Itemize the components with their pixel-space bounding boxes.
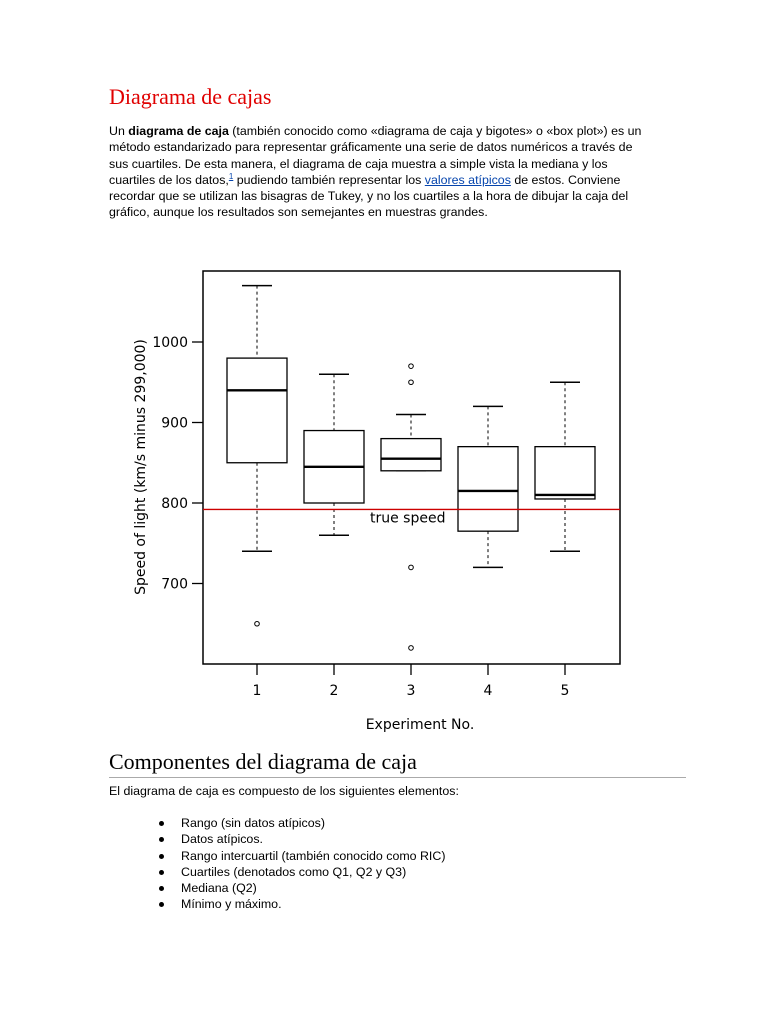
list-item: Mediana (Q2) (157, 880, 445, 896)
x-axis-label: Experiment No. (365, 717, 475, 733)
list-item: Rango intercuartil (también conocido como RIC) (157, 848, 445, 864)
section-heading: Componentes del diagrama de caja (109, 749, 686, 778)
boxplot-chart (120, 262, 640, 742)
outlier-point (409, 565, 414, 570)
outliers-link[interactable]: valores atípicos (424, 172, 511, 187)
outlier-point (255, 621, 260, 626)
outlier-point (409, 380, 414, 385)
intro-paragraph (109, 123, 649, 221)
box (458, 447, 518, 532)
list-item: Cuartiles (denotados como Q1, Q2 y Q3) (157, 864, 445, 880)
list-item: Datos atípicos. (157, 831, 445, 847)
reference-link[interactable]: 1 (228, 171, 234, 181)
y-tick-label: 900 (161, 415, 188, 432)
intro-text-4: de estos. Conviene recordar que se utilizan las bisagras de Tukey, y no los cuartiles a la hora de dibujar la caja del gráfico, aunque los resultados son semejantes en muestras grandes. (109, 172, 629, 220)
x-tick-label: 1 (252, 683, 262, 699)
x-tick-label: 4 (483, 683, 493, 699)
true-speed-label: true speed (370, 510, 446, 527)
y-tick-label: 700 (161, 576, 188, 593)
y-tick-label: 1000 (152, 335, 188, 351)
list-item: Mínimo y máximo. (157, 896, 445, 912)
x-tick-label: 2 (329, 683, 339, 699)
intro-bold-term: diagrama de caja (128, 124, 229, 138)
chart-marks (152, 286, 620, 699)
intro-text-3: pudiendo también representar los (233, 172, 425, 187)
box (535, 447, 595, 499)
x-tick-label: 5 (560, 683, 570, 699)
list-item: Rango (sin datos atípicos) (157, 815, 445, 831)
section-lead: El diagrama de caja es compuesto de los siguientes elementos: (109, 784, 459, 798)
x-tick-label: 3 (406, 683, 416, 699)
page-title: Diagrama de cajas (109, 84, 272, 109)
y-axis-label: Speed of light (km/s minus 299,000) (133, 339, 149, 595)
intro-text-1: Un (109, 124, 129, 138)
box (227, 358, 287, 463)
box (381, 439, 441, 471)
y-tick-label: 800 (161, 496, 188, 512)
outlier-point (409, 646, 414, 651)
intro-text-2: (también conocido como «diagrama de caja y bigotes» o «box plot») es un método estandarizado para representar gráficamente una serie de datos numéricos a través de sus cuartiles. De esta manera, el diagrama de caja muestra a simple vista la mediana y los cuartiles de los datos, (109, 124, 642, 187)
components-list (157, 815, 445, 913)
outlier-point (409, 364, 414, 369)
